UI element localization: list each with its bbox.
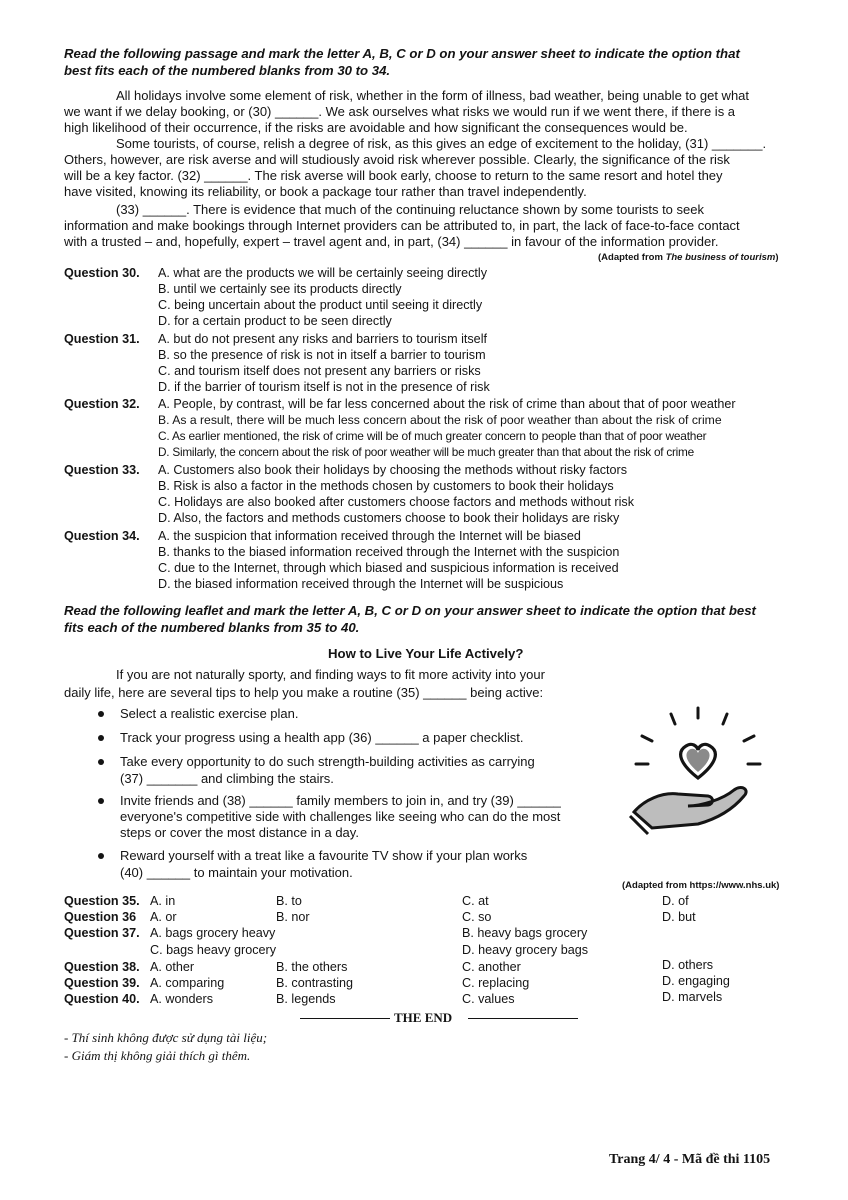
option-item: D. heavy grocery bags <box>462 943 588 957</box>
option-item: B. contrasting <box>276 976 354 990</box>
option-item: A. or <box>150 910 177 924</box>
section1-instruction-line2: best fits each of the numbered blanks from 30 to 34. <box>64 63 391 78</box>
option-item: D. Similarly, the concern about the risk of poor weather will be much greater than that about the risk of crime <box>158 445 694 459</box>
question-label: Question 40. <box>64 992 140 1006</box>
bullet-item-continued: (37) _______ and climbing the stairs. <box>120 771 334 786</box>
bullet-dot <box>98 759 104 765</box>
option-item: B. so the presence of risk is not in itself a barrier to tourism <box>158 348 486 362</box>
the-end-label: THE END <box>394 1010 453 1025</box>
option-item: D. engaging <box>662 974 730 988</box>
question-label: Question 30. <box>64 266 140 280</box>
bullet-dot <box>98 853 104 859</box>
note-line: - Thí sinh không được sử dụng tài liệu; <box>64 1030 268 1045</box>
question-label: Question 35. <box>64 894 140 908</box>
passage-line: information and make bookings through Internet providers can be attributed to, in part, the lack of face-to-face contact <box>64 218 740 233</box>
passage-line: have visited, knowing its reliability, or book a package tour rather than travel independently. <box>64 184 587 199</box>
question-label: Question 39. <box>64 976 140 990</box>
question-label: Question 38. <box>64 960 140 974</box>
option-item: A. Customers also book their holidays by choosing the methods without risky factors <box>158 463 627 477</box>
passage-line: with a trusted – and, hopefully, expert – travel agent and, in part, (34) ______ in favour of the information provider. <box>64 234 719 249</box>
bullet-item-continued: everyone's competitive side with challenges like seeing who can do the most <box>120 809 561 824</box>
option-item: C. bags heavy grocery <box>150 943 276 957</box>
passage-line: we want if we delay booking, or (30) ______. We ask ourselves what risks we would run if we went there, if there is a <box>64 104 736 119</box>
question-label: Question 37. <box>64 926 140 940</box>
question-label: Question 32. <box>64 397 140 411</box>
option-item: C. another <box>462 960 521 974</box>
leaflet-title: How to Live Your Life Actively? <box>328 646 524 661</box>
question-label: Question 33. <box>64 463 140 477</box>
bullet-dot <box>98 798 104 804</box>
section2-instruction-line1: Read the following leaflet and mark the letter A, B, C or D on your answer sheet to indicate the option that best <box>64 603 756 618</box>
option-item: D. the biased information received through the Internet will be suspicious <box>158 577 564 591</box>
option-item: C. so <box>462 910 492 924</box>
option-item: A. bags grocery heavy <box>150 926 276 940</box>
question-label: Question 31. <box>64 332 140 346</box>
bullet-dot <box>98 735 104 741</box>
page-footer: Trang 4/ 4 - Mã đề thi 1105 <box>609 1152 771 1167</box>
leaflet-intro-line1: If you are not naturally sporty, and finding ways to fit more activity into your <box>116 667 545 682</box>
option-item: B. nor <box>276 910 310 924</box>
option-item: A. comparing <box>150 976 225 990</box>
section1-instruction-line1: Read the following passage and mark the letter A, B, C or D on your answer sheet to indicate the option that <box>64 46 740 61</box>
option-item: B. the others <box>276 960 348 974</box>
bullet-item: Reward yourself with a treat like a favourite TV show if your plan works <box>120 848 528 863</box>
option-item: D. but <box>662 910 696 924</box>
passage-line: will be a key factor. (32) ______. The risk averse will book early, choose to return to the same resort and hotel they <box>64 168 723 183</box>
option-item: C. due to the Internet, through which biased and suspicious information is received <box>158 561 619 575</box>
option-item: D. marvels <box>662 990 723 1004</box>
option-item: C. being uncertain about the product until seeing it directly <box>158 298 483 312</box>
option-item: B. to <box>276 894 302 908</box>
option-item: B. thanks to the biased information received through the Internet with the suspicion <box>158 545 620 559</box>
option-item: A. wonders <box>150 992 213 1006</box>
option-item: A. the suspicion that information received through the Internet will be biased <box>158 529 581 543</box>
hand-heart-icon <box>626 700 776 840</box>
option-item: A. People, by contrast, will be far less concerned about the risk of crime than about that of poor weather <box>158 397 736 411</box>
passage-line: (33) ______. There is evidence that much of the continuing reluctance shown by some tourists to seek <box>116 202 704 217</box>
option-item: D. if the barrier of tourism itself is not in the presence of risk <box>158 380 490 394</box>
bullet-item: Select a realistic exercise plan. <box>120 706 299 721</box>
option-item: A. but do not present any risks and barriers to tourism itself <box>158 332 487 346</box>
passage-source: (Adapted from The business of tourism) <box>598 252 779 263</box>
leaflet-source: (Adapted from https://www.nhs.uk) <box>622 880 780 891</box>
bullet-dot <box>98 711 104 717</box>
bullet-item: Take every opportunity to do such strength-building activities as carrying <box>120 754 535 769</box>
section2-instruction-line2: fits each of the numbered blanks from 35 to 40. <box>64 620 360 635</box>
bullet-item: Invite friends and (38) ______ family members to join in, and try (39) ______ <box>120 793 561 808</box>
option-item: C. and tourism itself does not present any barriers or risks <box>158 364 481 378</box>
bullet-item: Track your progress using a health app (36) ______ a paper checklist. <box>120 730 524 745</box>
option-item: C. As earlier mentioned, the risk of crime will be of much greater concern to people than that of poor weather <box>158 429 707 443</box>
option-item: B. legends <box>276 992 336 1006</box>
divider-right <box>468 1018 578 1019</box>
passage-line: Some tourists, of course, relish a degree of risk, as this gives an edge of excitement to the holiday, (31) _______. <box>116 136 767 151</box>
passage-line: high likelihood of their occurrence, if the risks are avoidable and how significant the consequences would be. <box>64 120 688 135</box>
option-item: D. for a certain product to be seen directly <box>158 314 392 328</box>
option-item: D. others <box>662 958 714 972</box>
option-item: D. of <box>662 894 689 908</box>
option-item: C. Holidays are also booked after customers choose factors and methods without risk <box>158 495 634 509</box>
option-item: C. at <box>462 894 489 908</box>
option-item: B. until we certainly see its products directly <box>158 282 402 296</box>
leaflet-intro-line2: daily life, here are several tips to help you make a routine (35) ______ being active: <box>64 685 544 700</box>
option-item: B. As a result, there will be much less concern about the risk of poor weather than about the risk of crime <box>158 413 722 427</box>
option-item: A. other <box>150 960 195 974</box>
option-item: D. Also, the factors and methods customers choose to book their holidays are risky <box>158 511 620 525</box>
option-item: C. replacing <box>462 976 530 990</box>
bullet-item-continued: (40) ______ to maintain your motivation. <box>120 865 353 880</box>
divider-left <box>300 1018 390 1019</box>
question-label: Question 34. <box>64 529 140 543</box>
option-item: B. Risk is also a factor in the methods chosen by customers to book their holidays <box>158 479 614 493</box>
passage-line: Others, however, are risk averse and will studiously avoid risk wherever possible. Clearly, the significance of the risk <box>64 152 730 167</box>
bullet-item-continued: steps or cover the most distance in a day. <box>120 825 359 840</box>
note-line: - Giám thị không giải thích gì thêm. <box>64 1048 251 1063</box>
option-item: A. what are the products we will be certainly seeing directly <box>158 266 487 280</box>
option-item: A. in <box>150 894 176 908</box>
option-item: B. heavy bags grocery <box>462 926 588 940</box>
question-label: Question 36 <box>64 910 137 924</box>
passage-line: All holidays involve some element of risk, whether in the form of illness, bad weather, being unable to get what <box>116 88 750 103</box>
option-item: C. values <box>462 992 515 1006</box>
